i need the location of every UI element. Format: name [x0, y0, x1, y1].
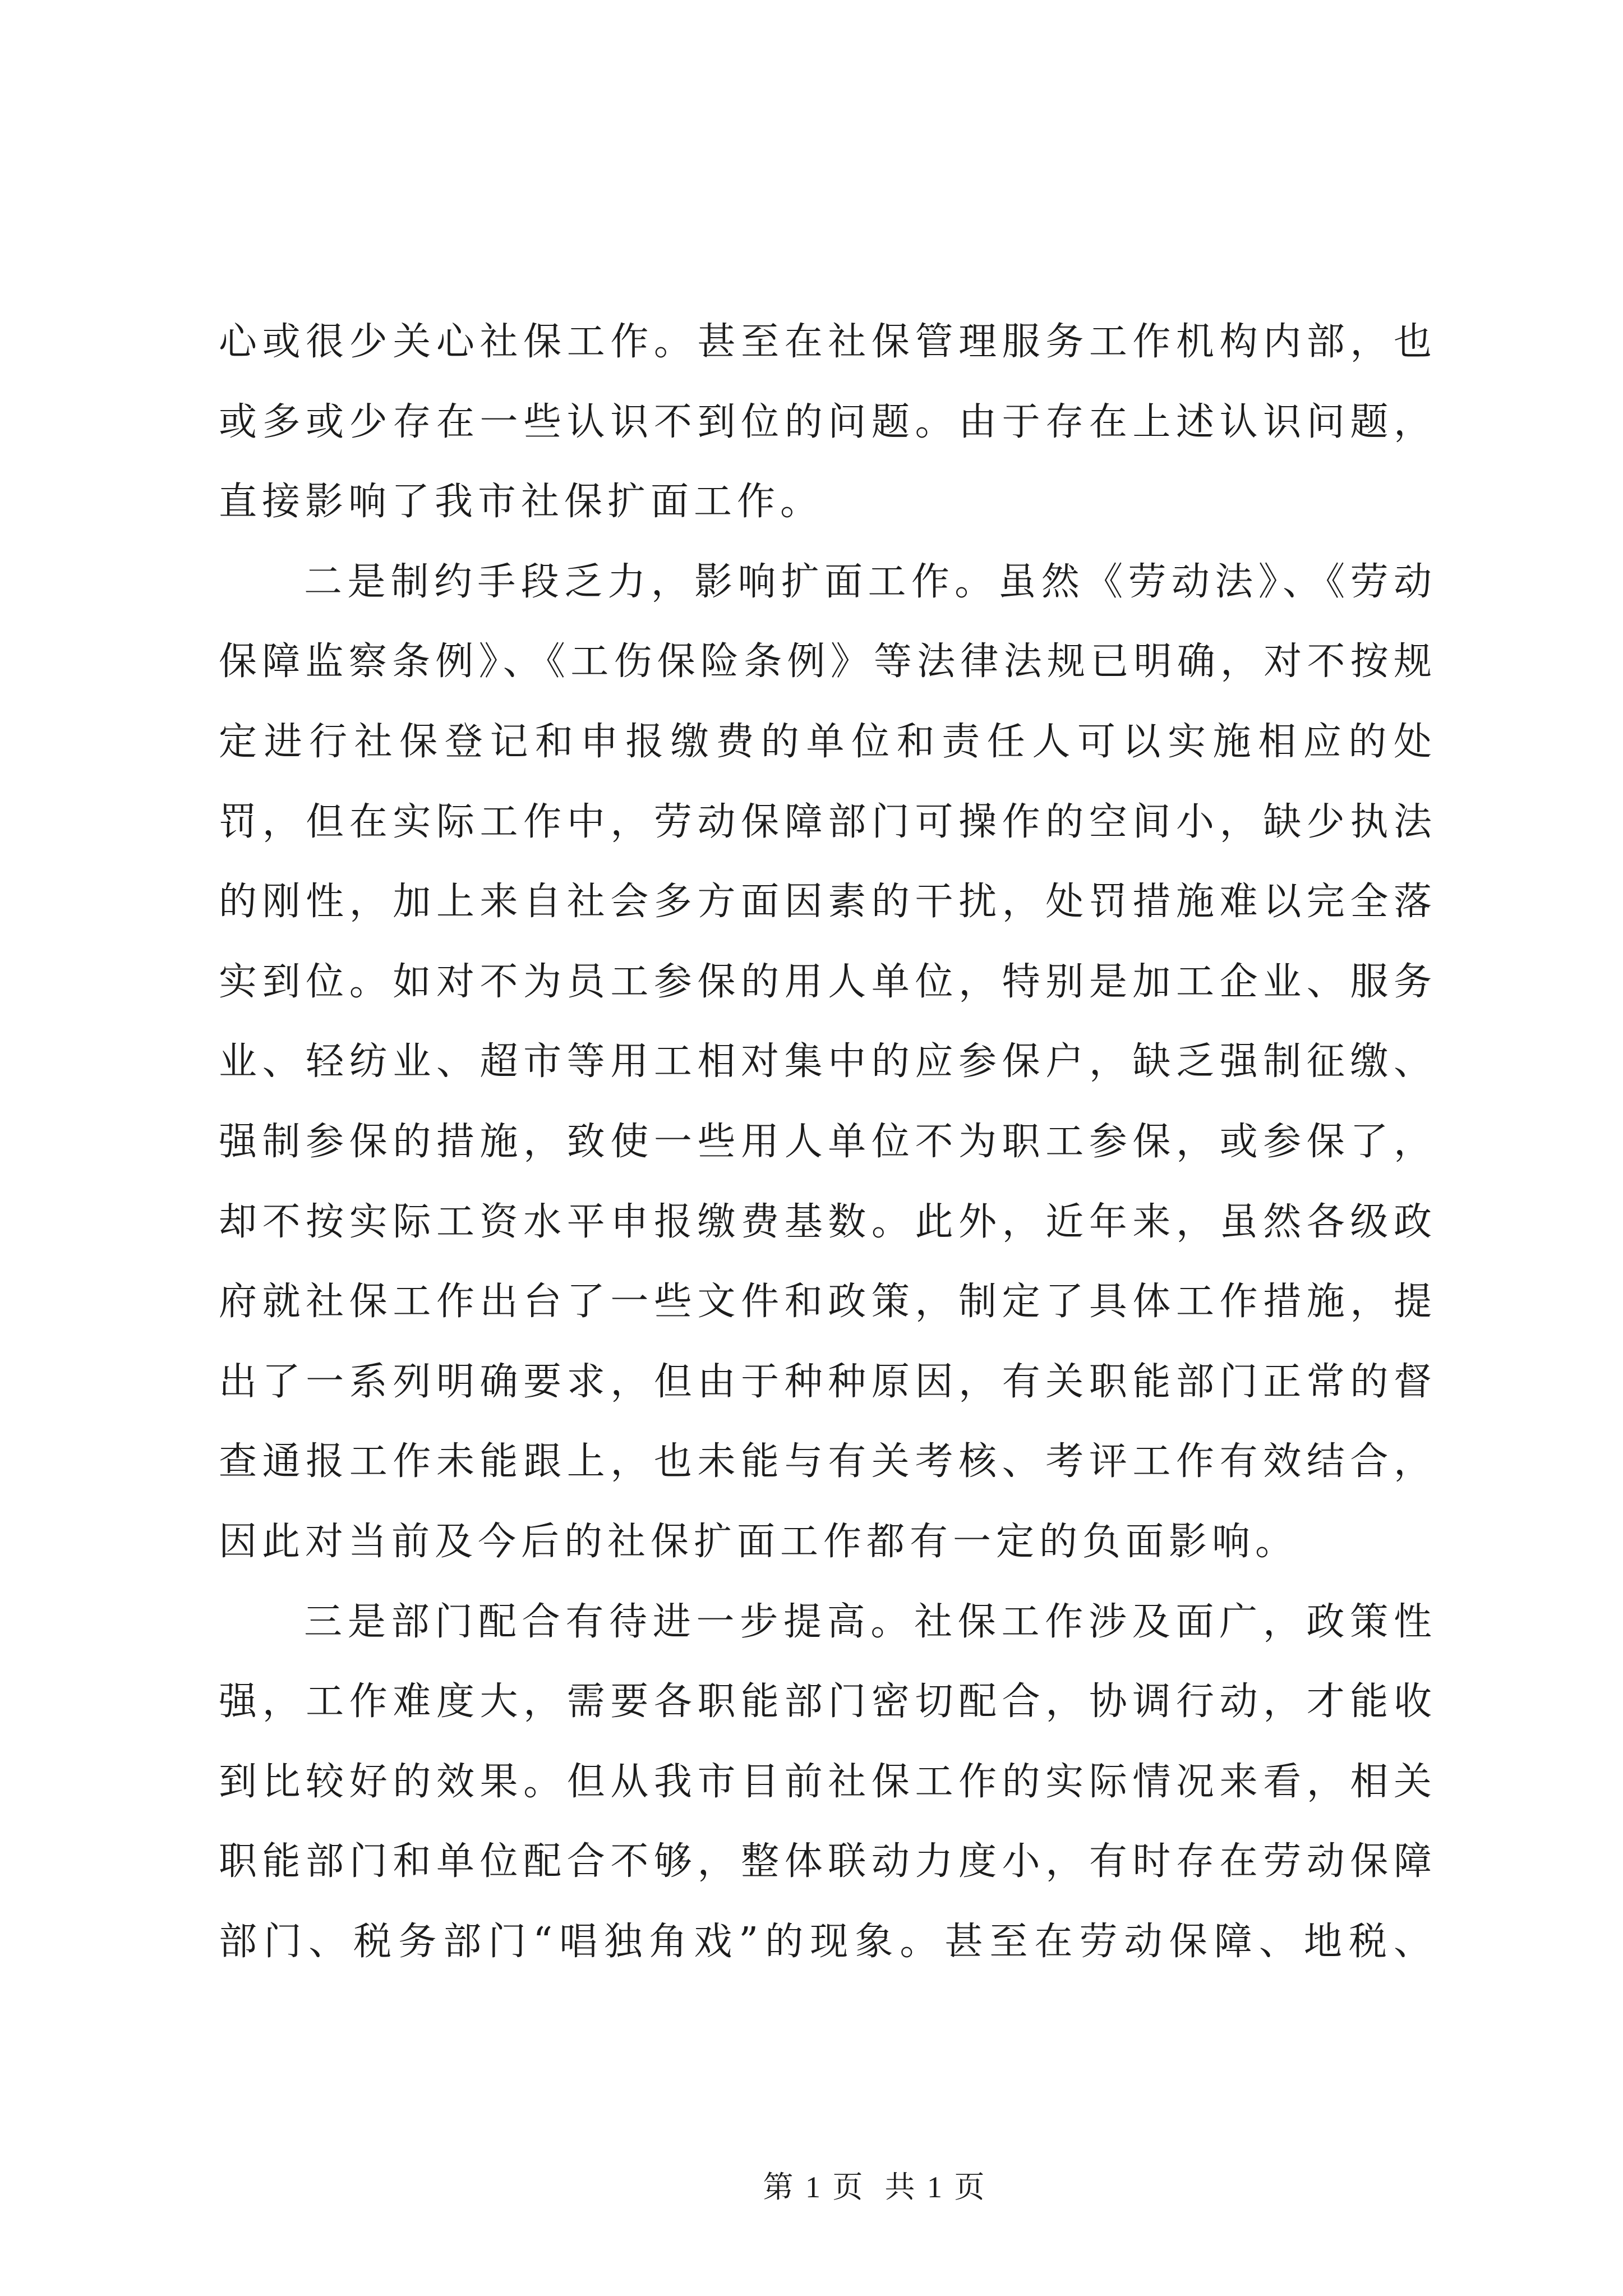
text-line: 到比较好的效果。但从我市目前社保工作的实际情况来看，相关	[219, 1759, 1432, 1804]
text-line: 强，工作难度大，需要各职能部门密切配合，协调行动，才能收	[219, 1680, 1432, 1724]
text-line: 部门、税务部门“唱独角戏”的现象。甚至在劳动保障、地税、	[219, 1919, 1432, 1964]
text-line: 二是制约手段乏力，影响扩面工作。虽然《劳动法》、《劳动	[304, 559, 1432, 604]
paragraph	[219, 1582, 1432, 1982]
paragraph	[219, 542, 1432, 1582]
text-line: 或多或少存在一些认识不到位的问题。由于存在上述认识问题，	[219, 399, 1432, 444]
text-line: 府就社保工作出台了一些文件和政策，制定了具体工作措施，提	[219, 1280, 1432, 1324]
text-line: 查通报工作未能跟上，也未能与有关考核、考评工作有效结合，	[219, 1439, 1432, 1484]
text-line: 职能部门和单位配合不够，整体联动力度小，有时存在劳动保障	[219, 1839, 1432, 1884]
page-number: 第 1 页 共 1 页	[763, 2170, 987, 2204]
text-line: 出了一系列明确要求，但由于种种原因，有关职能部门正常的督	[219, 1359, 1432, 1404]
text-line: 三是部门配合有待进一步提高。社保工作涉及面广，政策性	[304, 1599, 1432, 1644]
text-line: 因此对当前及今后的社保扩面工作都有一定的负面影响。	[219, 1519, 1299, 1564]
text-line: 却不按实际工资水平申报缴费基数。此外，近年来，虽然各级政	[219, 1199, 1432, 1244]
text-line: 罚，但在实际工作中，劳动保障部门可操作的空间小，缺少执法	[219, 799, 1432, 844]
page-body	[219, 302, 1432, 1982]
text-line: 定进行社保登记和申报缴费的单位和责任人可以实施相应的处	[219, 719, 1432, 764]
text-line: 保障监察条例》、《工伤保险条例》等法律法规已明确，对不按规	[219, 639, 1432, 684]
text-line: 直接影响了我市社保扩面工作。	[219, 480, 824, 524]
text-line: 实到位。如对不为员工参保的用人单位，特别是加工企业、服务	[219, 959, 1432, 1004]
text-line: 心或很少关心社保工作。甚至在社保管理服务工作机构内部，也	[219, 320, 1432, 364]
page-footer	[0, 2132, 1623, 2243]
paragraph	[219, 302, 1432, 542]
text-line: 的刚性，加上来自社会多方面因素的干扰，处罚措施难以完全落	[219, 880, 1432, 924]
text-line: 业、轻纺业、超市等用工相对集中的应参保户，缺乏强制征缴、	[219, 1039, 1432, 1084]
text-line: 强制参保的措施，致使一些用人单位不为职工参保，或参保了，	[219, 1119, 1432, 1164]
